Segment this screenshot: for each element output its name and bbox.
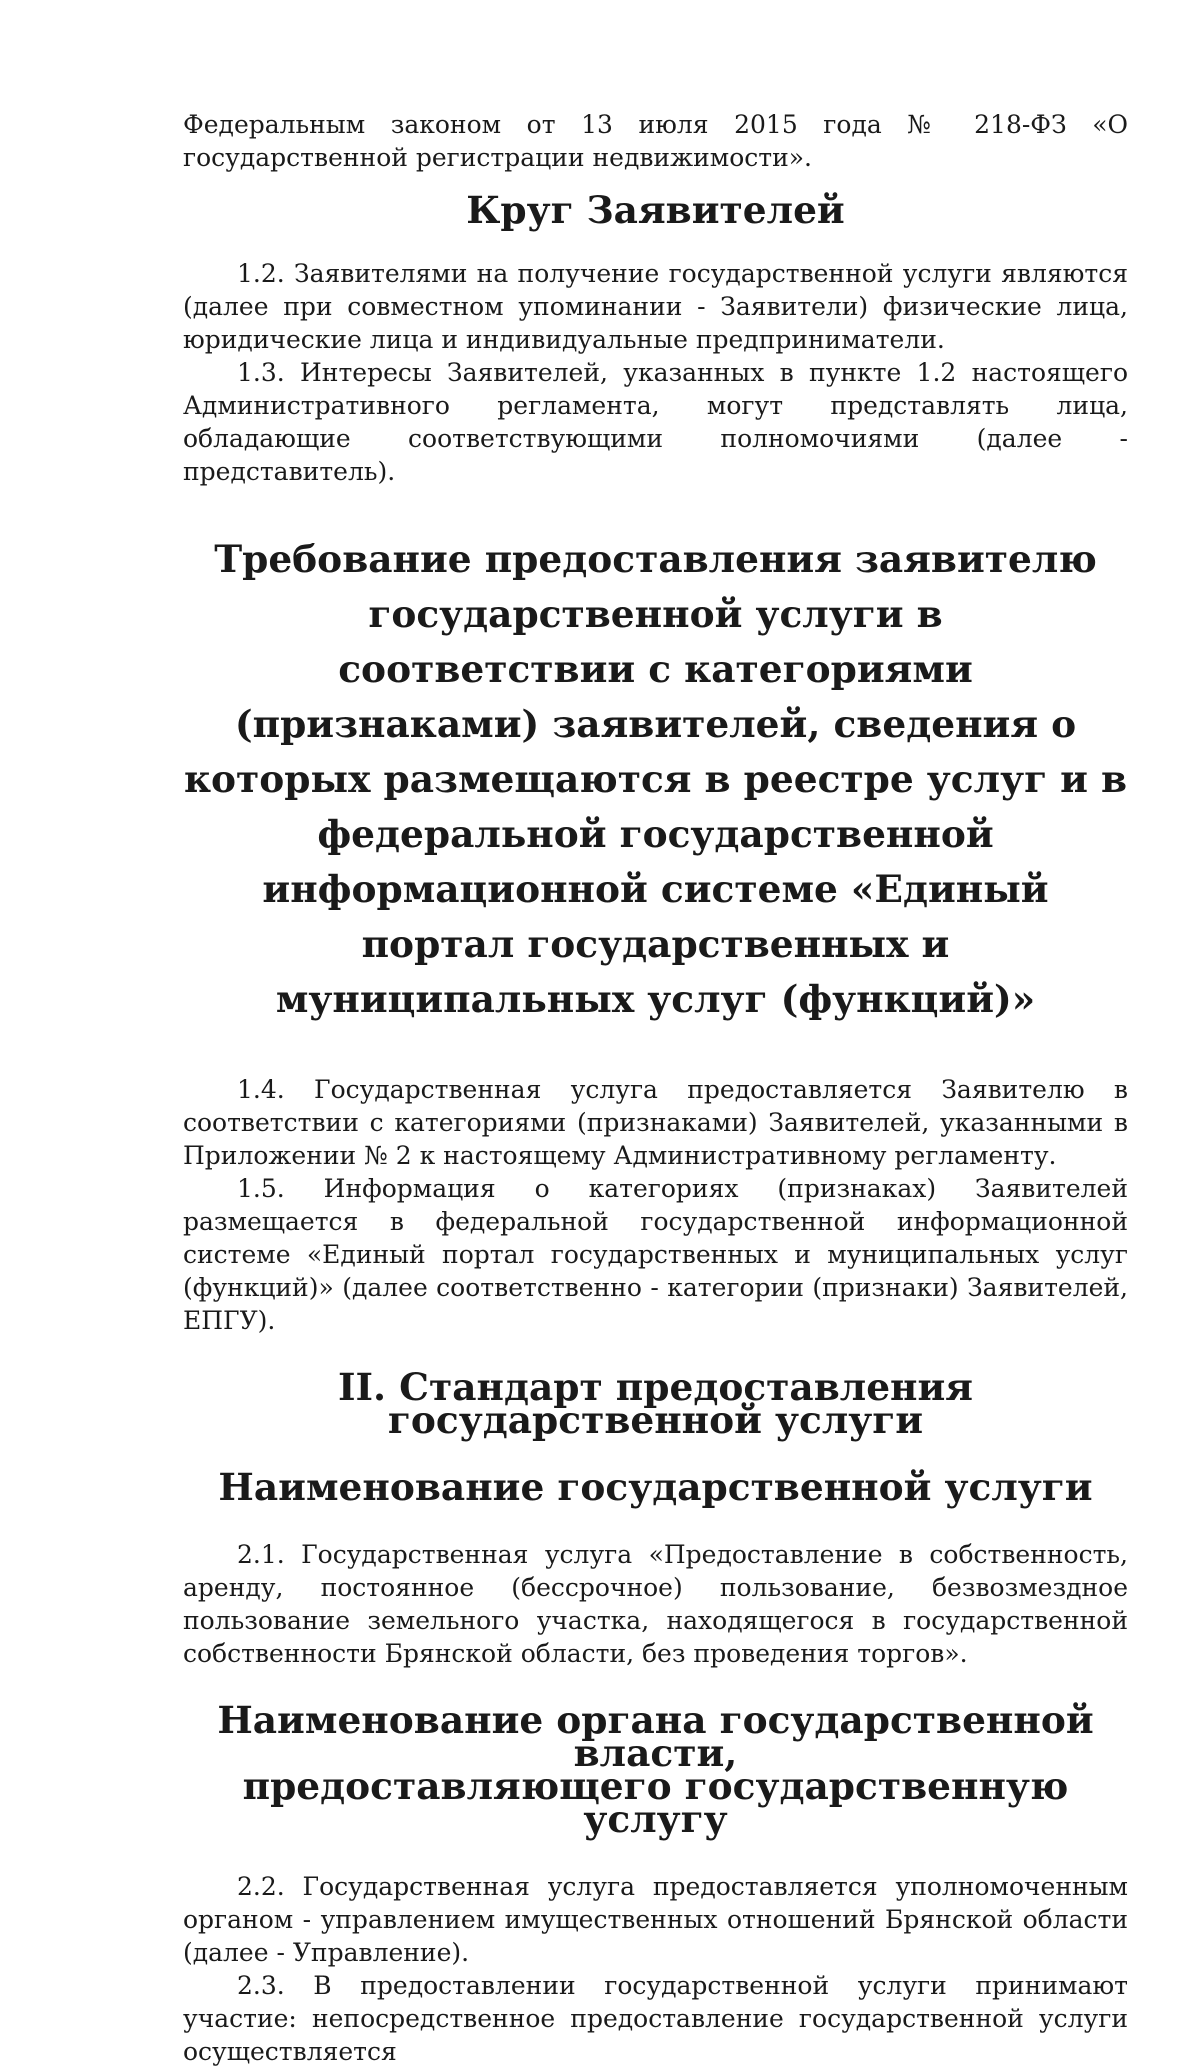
heading-applicants: Круг Заявителей: [466, 188, 845, 232]
heading-requirement-line-5: муниципальных услуг (функций)»: [275, 977, 1036, 1021]
heading-service-name: Наименование государственной услуги: [218, 1465, 1093, 1509]
heading-requirement-line-3: которых размещаются в реестре услуг и в федеральной государственной: [183, 757, 1128, 856]
paragraph-1-2: 1.2. Заявителями на получение государственной услуги являются (далее при совместном упоминании - Заявители) физические лица, юридические лица и индивидуальные предприниматели.: [183, 259, 1128, 354]
paragraph-1-5: 1.5. Информация о категориях (признаках) Заявителей размещается в федеральной государственной информационной системе «Единый портал государственных и муниципальных услуг (функций)» (далее соответственно - категории (признаки) Заявителей, ЕПГУ).: [183, 1174, 1128, 1335]
paragraph-2-1: 2.1. Государственная услуга «Предоставление в собственность, аренду, постоянное (бессрочное) пользование, безвозмездное пользование земельного участка, находящегося в государственной собственности Брянской области, без проведения торгов».: [183, 1540, 1128, 1668]
paragraph-intro: Федеральным законом от 13 июля 2015 года № 218-ФЗ «О государственной регистрации недвижимости».: [183, 110, 1128, 172]
document-page: [183, 108, 1128, 2068]
heading-authority: [183, 1698, 1128, 1841]
heading-authority-line-2: предоставляющего государственную услугу: [242, 1764, 1069, 1841]
paragraph-2-2: 2.2. Государственная услуга предоставляется уполномоченным органом - управлением имущественных отношений Брянской области (далее - Управление).: [183, 1872, 1128, 1967]
paragraph-2-3: 2.3. В предоставлении государственной услуги принимают участие: непосредственное предоставление государственной услуги осуществляется: [183, 1971, 1128, 2066]
paragraph-1-4: 1.4. Государственная услуга предоставляется Заявителю в соответствии с категориями (признаками) Заявителей, указанными в Приложении № 2 к настоящему Административному регламенту.: [183, 1075, 1128, 1170]
heading-authority-line-1: Наименование органа государственной власти,: [217, 1698, 1094, 1775]
heading-requirement-line-1: Требование предоставления заявителю государственной услуги в: [214, 537, 1097, 636]
heading-section-2: II. Стандарт предоставления государственной услуги: [337, 1365, 974, 1442]
heading-requirement-line-2: соответствии с категориями (признаками) заявителей, сведения о: [234, 647, 1077, 746]
heading-requirement: [183, 532, 1128, 1027]
paragraph-1-3: 1.3. Интересы Заявителей, указанных в пункте 1.2 настоящего Административного регламента, могут представлять лица, обладающие соответствующими полномочиями (далее - представитель).: [183, 358, 1128, 486]
heading-requirement-line-4: информационной системе «Единый портал государственных и: [262, 867, 1049, 966]
